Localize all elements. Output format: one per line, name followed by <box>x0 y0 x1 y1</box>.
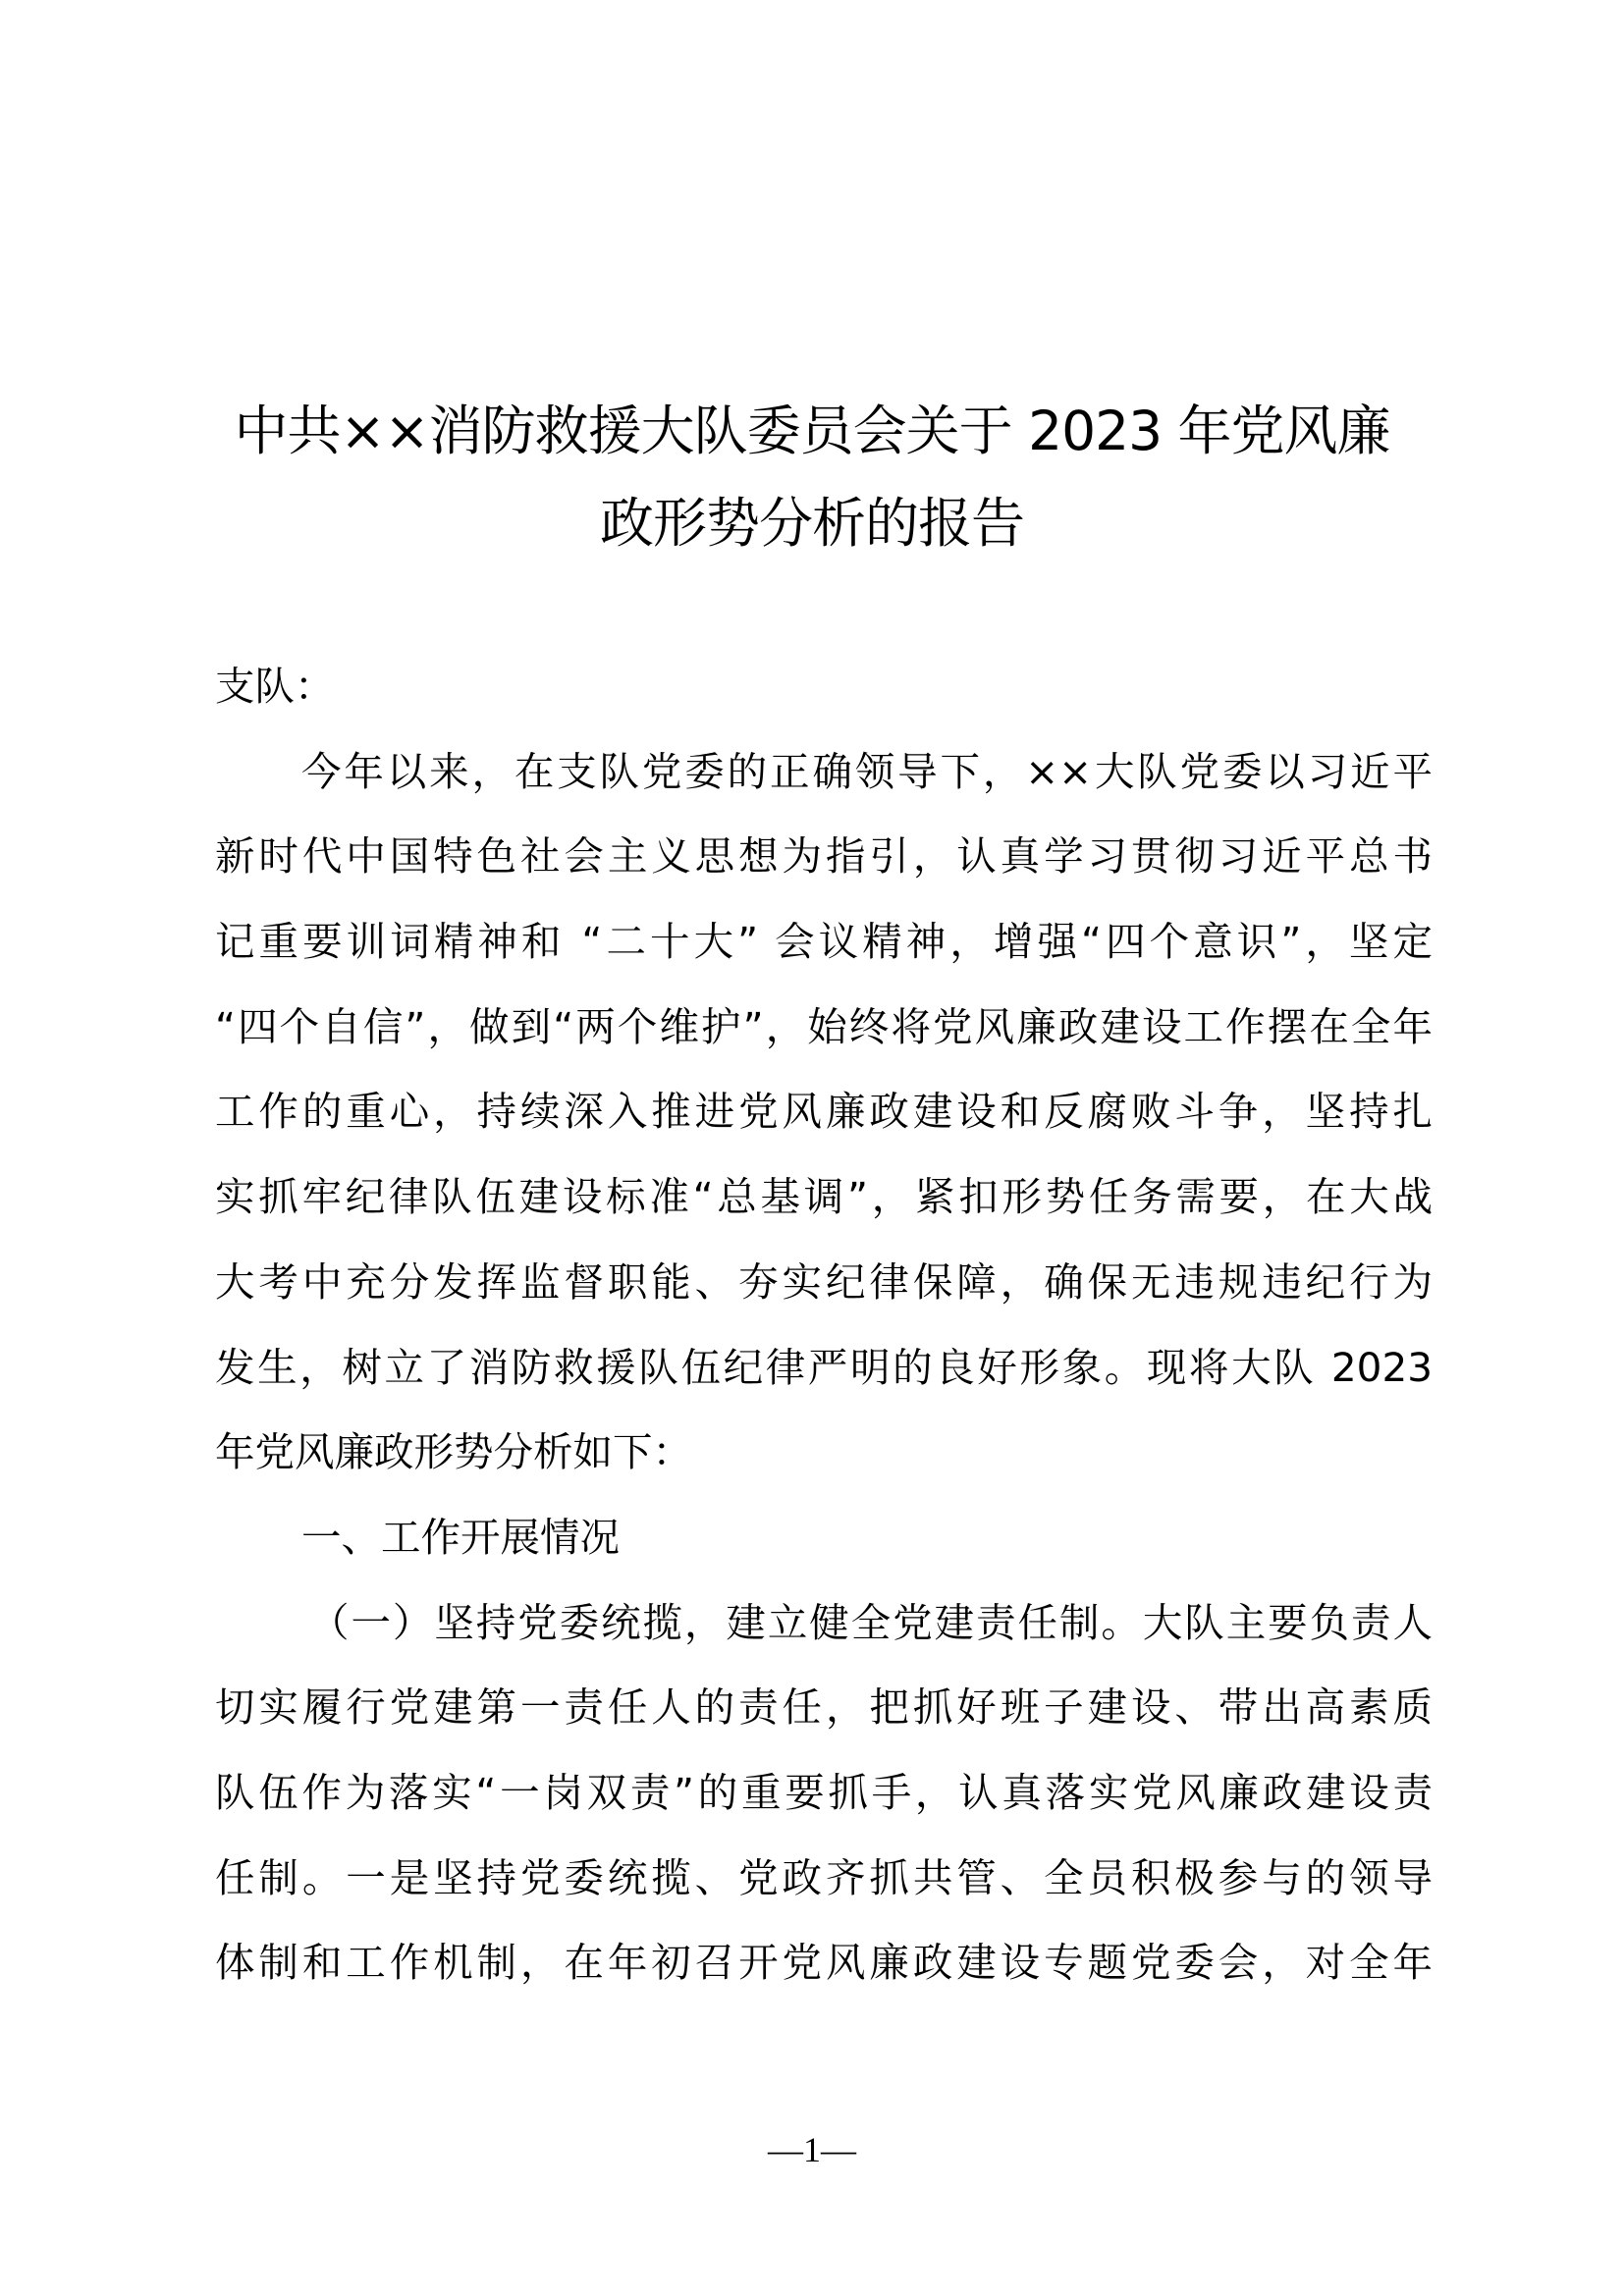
paragraph-line: “四个自信”，做到“两个维护”，始终将党风廉政建设工作摆在全年 <box>215 1002 1433 1050</box>
section-heading: 一、工作开展情况 <box>301 1513 620 1561</box>
paragraph-line: 队伍作为落实“一岗双责”的重要抓手，认真落实党风廉政建设责 <box>215 1768 1433 1816</box>
paragraph-line: 发生，树立了消防救援队伍纪律严明的良好形象。现将大队 2023 <box>215 1343 1433 1391</box>
paragraph-line: 大考中充分发挥监督职能、夯实纪律保障，确保无违规违纪行为 <box>215 1257 1433 1306</box>
title-line-2: 政形势分析的报告 <box>599 492 1024 555</box>
title-line-1: 中共××消防救援大队委员会关于 2023 年党风廉 <box>234 400 1390 462</box>
document-title <box>196 385 1428 569</box>
paragraph-line: 切实履行党建第一责任人的责任，把抓好班子建设、带出高素质 <box>215 1683 1433 1732</box>
paragraph-line: 新时代中国特色社会主义思想为指引，认真学习贯彻习近平总书 <box>215 832 1433 881</box>
paragraph-line: 体制和工作机制，在年初召开党风廉政建设专题党委会，对全年 <box>215 1939 1433 1987</box>
salutation: 支队： <box>215 663 335 710</box>
intro-paragraph <box>215 729 1433 1495</box>
paragraph-line: 今年以来，在支队党委的正确领导下，××大队党委以习近平 <box>301 747 1433 795</box>
paragraph-line: 工作的重心，持续深入推进党风廉政建设和反腐败斗争，坚持扎 <box>215 1088 1433 1136</box>
paragraph-line: 任制。一是坚持党委统揽、党政齐抓共管、全员积极参与的领导 <box>215 1853 1433 1901</box>
paragraph-line: （一）坚持党委统揽，建立健全党建责任制。大队主要负责人 <box>309 1598 1433 1646</box>
page-number: —1— <box>768 2130 856 2169</box>
paragraph-line: 记重要训词精神和 “二十大” 会议精神，增强“四个意识”，坚定 <box>215 918 1433 966</box>
paragraph-line: 年党风廉政形势分析如下： <box>215 1428 692 1476</box>
document-body <box>215 644 1433 2005</box>
subsection-paragraph <box>215 1580 1433 2005</box>
paragraph-line: 实抓牢纪律队伍建设标准“总基调”，紧扣形势任务需要，在大战 <box>215 1173 1433 1221</box>
